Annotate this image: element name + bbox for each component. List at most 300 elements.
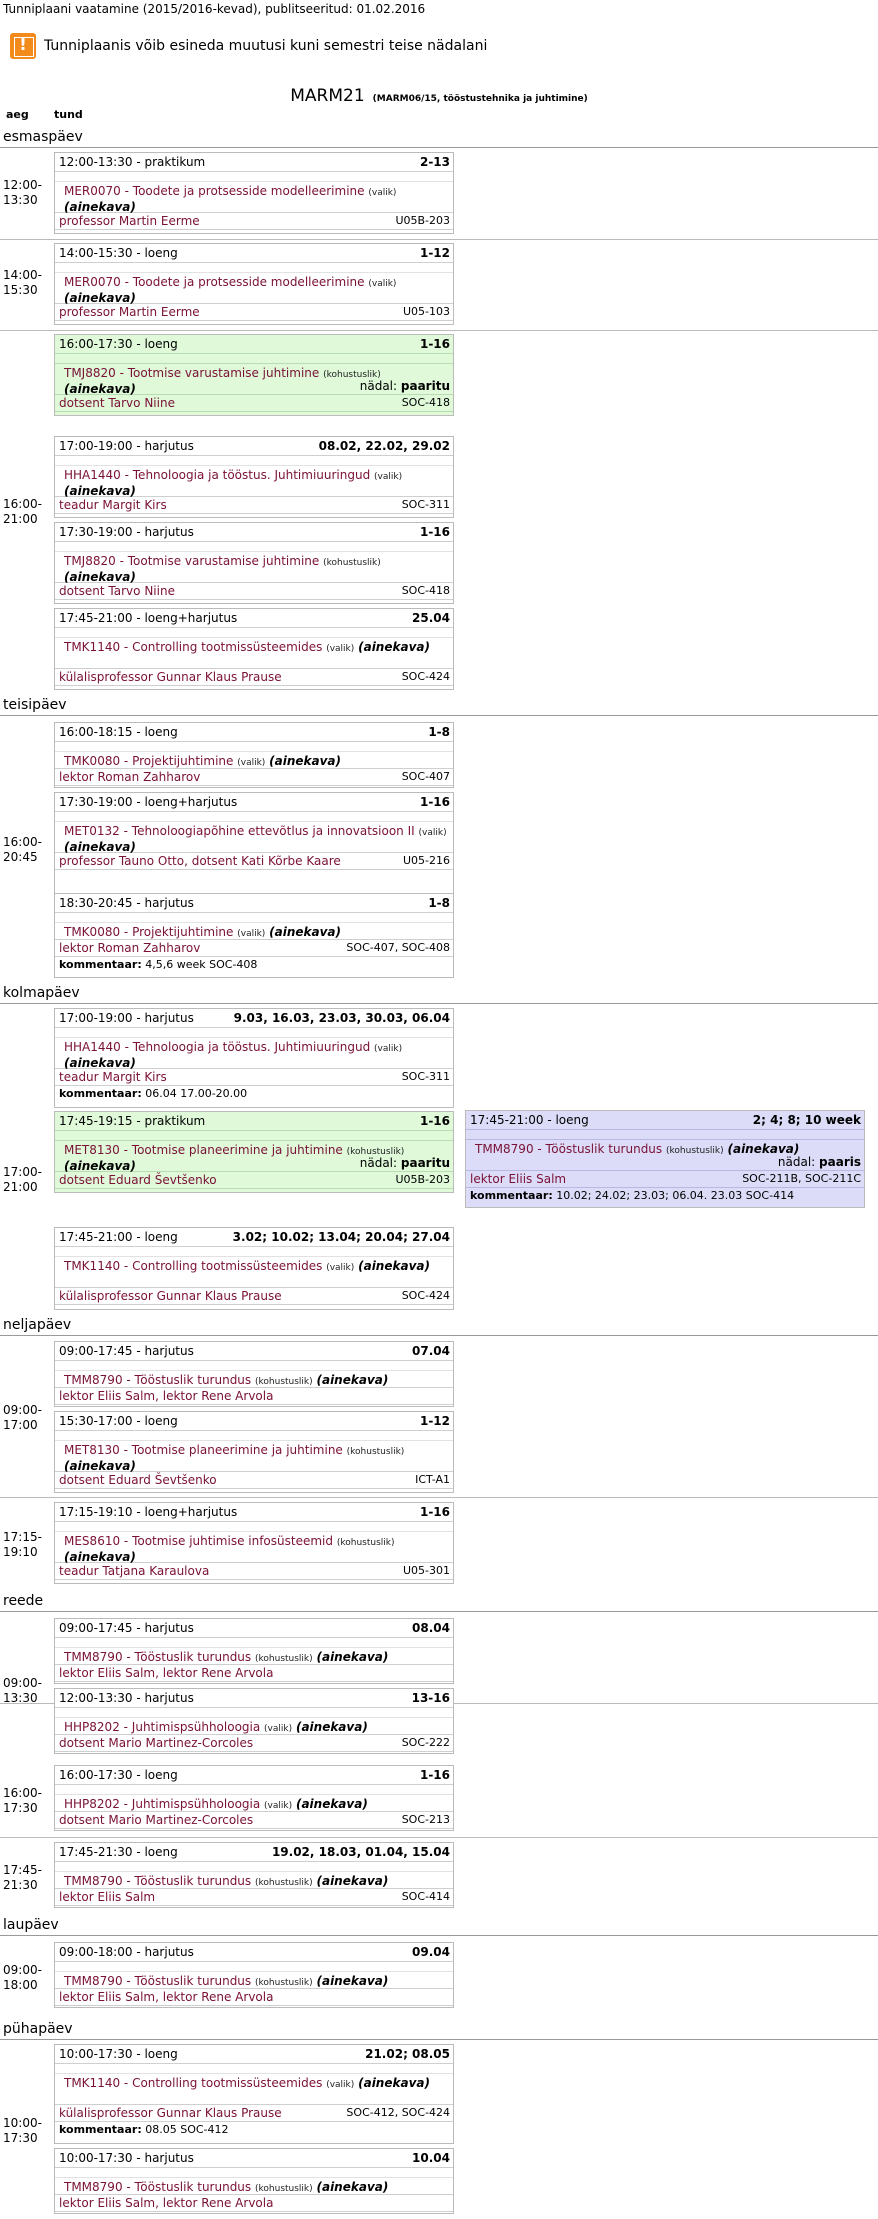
week-parity (778, 1155, 861, 1169)
lesson-type: loeng (144, 2047, 178, 2061)
lesson-teachers[interactable] (55, 1665, 453, 1682)
syllabus-link[interactable]: (ainekava) (316, 1373, 389, 1387)
course-name[interactable]: Tootmise juhtimise infosüsteemid (132, 1534, 333, 1548)
teacher-names[interactable]: teadur Tatjana Karaulova (59, 1564, 210, 1578)
lesson-header: 16:00-17:30 - loeng 1-16 (55, 1766, 453, 1785)
week-parity-label: nädal: (359, 1156, 398, 1170)
syllabus-link[interactable]: (ainekava) (295, 1797, 368, 1811)
lesson-block (54, 2044, 454, 2144)
lesson-weeks: 1-16 (419, 1505, 450, 1519)
lesson-spacer (55, 1028, 453, 1038)
lesson-weeks: 08.02, 22.02, 29.02 (318, 439, 450, 453)
lesson-time: 17:15-19:10 (59, 1505, 133, 1519)
lesson-spacer (55, 1522, 453, 1532)
time-slot-label: 09:00-13:30 (3, 1676, 42, 1705)
lesson-header: 17:45-19:15 - praktikum 1-16 (55, 1112, 453, 1131)
lesson-room: SOC-418 (401, 396, 450, 409)
teacher-names[interactable]: dotsent Mario Martinez-Corcoles (59, 1813, 254, 1827)
syllabus-link[interactable]: (ainekava) (64, 1056, 136, 1070)
lesson-weeks: 1-16 (419, 1768, 450, 1782)
course-name[interactable]: Juhtimispsühholoogia (131, 1720, 261, 1734)
course-code[interactable]: TMK1140 (64, 2076, 121, 2090)
lesson-teachers[interactable] (466, 1171, 864, 1188)
course-name[interactable]: Toodete ja protsesside modelleerimine (132, 184, 365, 198)
course-name[interactable]: Tööstuslik turundus (545, 1142, 663, 1156)
course-code[interactable]: HHA1440 (64, 1040, 121, 1054)
course-name[interactable]: Projektijuhtimine (132, 925, 234, 939)
lesson-time: 16:00-17:30 (59, 337, 133, 351)
week-parity-label: nädal: (359, 379, 398, 393)
course-status: (valik) (326, 2080, 355, 2090)
syllabus-link[interactable]: (ainekava) (64, 382, 136, 396)
lesson-teachers[interactable] (55, 1563, 453, 1580)
comment-label: kommentaar: (59, 958, 142, 971)
lesson-block (54, 608, 454, 690)
lesson-teachers[interactable] (55, 2195, 453, 2212)
lesson-time: 17:45-21:00 (470, 1113, 544, 1127)
course-code[interactable]: TMJ8820 (64, 366, 116, 380)
course-link[interactable]: MES8610 - Tootmise juhtimise infosüsteemid (kohustuslik) (ainekava) (55, 1532, 453, 1563)
lesson-teachers[interactable] (55, 1172, 453, 1189)
course-link[interactable]: HHA1440 - Tehnoloogia ja tööstus. Juhtimiuuringud (valik) (ainekava) (55, 466, 453, 497)
teacher-names[interactable]: dotsent Mario Martinez-Corcoles (59, 1736, 254, 1750)
course-status: (kohustuslik) (255, 1654, 313, 1664)
lesson-header: 17:30-19:00 - loeng+harjutus 1-16 (55, 793, 453, 812)
lesson-header: 17:45-21:00 - loeng 3.02; 10.02; 13.04; 20.04; 27.04 (55, 1228, 453, 1247)
course-code[interactable]: MER0070 (64, 184, 121, 198)
lesson-type: harjutus (144, 896, 194, 910)
teacher-names[interactable]: lektor Eliis Salm, lektor Rene Arvola (59, 1389, 274, 1403)
lesson-spacer (466, 1130, 864, 1140)
lesson-weeks: 09.04 (412, 1945, 450, 1959)
lesson-type: harjutus (144, 1621, 194, 1635)
lesson-room: SOC-407 (401, 770, 450, 783)
lesson-block (54, 522, 454, 604)
course-status: (kohustuslik) (323, 370, 381, 380)
course-status: (kohustuslik) (255, 1878, 313, 1888)
lesson-type: harjutus (144, 1011, 194, 1025)
day-header-friday: reede (0, 1590, 878, 1612)
time-slot-label: 16:00-21:00 (3, 497, 42, 526)
lesson-header: 16:00-17:30 - loeng 1-16 (55, 335, 453, 354)
course-name[interactable]: Controlling tootmissüsteemides (132, 2076, 323, 2090)
comment-label: kommentaar: (59, 2123, 142, 2136)
teacher-names[interactable]: professor Martin Eerme (59, 214, 200, 228)
lesson-room: SOC-424 (401, 1289, 450, 1302)
page-title: Tunniplaani vaatamine (2015/2016-kevad), publitseeritud: 01.02.2016 (3, 2, 426, 16)
course-code[interactable]: TMM8790 (64, 2180, 123, 2194)
course-name[interactable]: Toodete ja protsesside modelleerimine (132, 275, 365, 289)
lesson-spacer (55, 1862, 453, 1872)
course-code[interactable]: HHP8202 (64, 1797, 120, 1811)
lesson-weeks: 08.04 (412, 1621, 450, 1635)
syllabus-link[interactable]: (ainekava) (64, 291, 136, 305)
time-slot-label: 17:45-21:30 (3, 1863, 42, 1892)
lesson-block (54, 722, 454, 788)
lesson-block (54, 1008, 454, 1108)
day-header-saturday: laupäev (0, 1914, 878, 1936)
teacher-names[interactable]: dotsent Eduard Ševtšenko (59, 1473, 217, 1487)
lesson-teachers[interactable] (55, 583, 453, 600)
course-status: (valik) (368, 279, 397, 289)
lesson-type: loeng (144, 1230, 178, 1244)
lesson-teachers[interactable] (55, 1812, 453, 1829)
course-code[interactable]: MES8610 (64, 1534, 121, 1548)
lesson-room: SOC-222 (401, 1736, 450, 1749)
lesson-spacer (55, 1361, 453, 1371)
course-status: (kohustuslik) (255, 1978, 313, 1988)
schedule-notice (10, 32, 487, 60)
lesson-weeks: 2; 4; 8; 10 week (752, 1113, 861, 1127)
lesson-header: 12:00-13:30 - harjutus 13-16 (55, 1689, 453, 1708)
course-code[interactable]: TMK1140 (64, 640, 121, 654)
lesson-block (54, 1341, 454, 1407)
lesson-room: SOC-412, SOC-424 (346, 2106, 450, 2119)
course-status: (valik) (264, 1801, 293, 1811)
course-status: (kohustuslik) (346, 1147, 405, 1157)
course-name[interactable]: Tööstuslik turundus (134, 1650, 252, 1664)
teacher-names[interactable]: lektor Eliis Salm, lektor Rene Arvola (59, 1666, 274, 1680)
lesson-time: 09:00-18:00 (59, 1945, 133, 1959)
lesson-teachers[interactable] (55, 1388, 453, 1405)
lesson-spacer (55, 2168, 453, 2178)
lesson-weeks: 1-16 (419, 1114, 450, 1128)
course-link[interactable]: TMM8790 - Tööstuslik turundus (kohustuslik) (ainekava) (55, 1371, 453, 1388)
syllabus-link[interactable]: (ainekava) (64, 840, 136, 854)
lesson-teachers[interactable] (55, 1288, 453, 1305)
lesson-teachers[interactable] (55, 1472, 453, 1489)
lesson-teachers[interactable] (55, 2105, 453, 2122)
lesson-room: SOC-311 (401, 498, 450, 511)
course-code[interactable]: MET8130 (64, 1443, 120, 1457)
course-name[interactable]: Tehnoloogia ja tööstus. Juhtimiuuringud (132, 468, 371, 482)
course-name[interactable]: Tehnoloogia ja tööstus. Juhtimiuuringud (132, 1040, 371, 1054)
teacher-names[interactable]: dotsent Tarvo Niine (59, 584, 175, 598)
lesson-weeks: 1-12 (419, 246, 450, 260)
group-subtitle: (MARM06/15, tööstustehnika ja juhtimine) (372, 94, 588, 104)
teacher-names[interactable]: teadur Margit Kirs (59, 1070, 167, 1084)
lesson-time: 17:30-19:00 (59, 525, 133, 539)
teacher-names[interactable]: külalisprofessor Gunnar Klaus Prause (59, 2106, 282, 2120)
lesson-header: 12:00-13:30 - praktikum 2-13 (55, 153, 453, 172)
time-slot-label: 17:00-21:00 (3, 1165, 42, 1194)
course-link[interactable]: MER0070 - Toodete ja protsesside modelleerimine (valik) (ainekava) (55, 273, 453, 304)
lesson-header: 09:00-17:45 - harjutus 07.04 (55, 1342, 453, 1361)
course-name[interactable]: Tootmise planeerimine ja juhtimine (131, 1443, 343, 1457)
teacher-names[interactable]: lektor Eliis Salm, lektor Rene Arvola (59, 2196, 274, 2210)
course-name[interactable]: Tööstuslik turundus (134, 1874, 252, 1888)
lesson-room: ICT-A1 (415, 1473, 450, 1486)
teacher-names[interactable]: lektor Roman Zahharov (59, 941, 201, 955)
syllabus-link[interactable]: (ainekava) (316, 1650, 389, 1664)
syllabus-link[interactable]: (ainekava) (727, 1142, 800, 1156)
lesson-weeks: 13-16 (411, 1691, 450, 1705)
course-link[interactable]: TMJ8820 - Tootmise varustamise juhtimine (kohustuslik) (ainekava) nädal: paaritu (55, 364, 453, 395)
lesson-header: 17:15-19:10 - loeng+harjutus 1-16 (55, 1503, 453, 1522)
week-parity (360, 1156, 450, 1170)
course-status: (valik) (418, 828, 447, 838)
lesson-time: 15:30-17:00 (59, 1414, 133, 1428)
lesson-type: harjutus (144, 1945, 194, 1959)
time-slot-label: 14:00-15:30 (3, 268, 42, 297)
course-link[interactable]: HHA1440 - Tehnoloogia ja tööstus. Juhtimiuuringud (valik) (ainekava) (55, 1038, 453, 1069)
lesson-block (54, 792, 454, 896)
lesson-teachers[interactable] (55, 1889, 453, 1906)
lesson-room: SOC-418 (401, 584, 450, 597)
course-code[interactable]: TMM8790 (64, 1874, 123, 1888)
day-header-tuesday: teisipäev (0, 694, 878, 716)
syllabus-link[interactable]: (ainekava) (358, 2076, 430, 2090)
lesson-weeks: 1-16 (419, 337, 450, 351)
lesson-weeks: 9.03, 16.03, 23.03, 30.03, 06.04 (233, 1011, 450, 1025)
syllabus-link[interactable]: (ainekava) (64, 570, 136, 584)
course-status: (kohustuslik) (346, 1447, 405, 1457)
lesson-time: 12:00-13:30 (59, 155, 133, 169)
lesson-header: 17:00-19:00 - harjutus 9.03, 16.03, 23.03, 30.03, 06.04 (55, 1009, 453, 1028)
lesson-weeks: 25.04 (412, 611, 450, 625)
lesson-teachers[interactable] (55, 853, 453, 870)
course-status: (valik) (368, 188, 397, 198)
lesson-time: 17:45-21:30 (59, 1845, 133, 1859)
course-code[interactable]: TMJ8820 (64, 554, 116, 568)
time-slot-label: 09:00-17:00 (3, 1403, 42, 1432)
lesson-teachers[interactable] (55, 395, 453, 412)
course-name[interactable]: Tööstuslik turundus (134, 1373, 252, 1387)
lesson-header: 17:45-21:30 - loeng 19.02, 18.03, 01.04, 15.04 (55, 1843, 453, 1862)
group-heading (0, 86, 878, 106)
lesson-type: praktikum (144, 1114, 206, 1128)
syllabus-link[interactable]: (ainekava) (316, 1874, 389, 1888)
teacher-names[interactable]: külalisprofessor Gunnar Klaus Prause (59, 670, 282, 684)
lesson-time: 17:00-19:00 (59, 1011, 133, 1025)
course-name[interactable]: Controlling tootmissüsteemides (132, 640, 323, 654)
teacher-names[interactable]: külalisprofessor Gunnar Klaus Prause (59, 1289, 282, 1303)
course-link[interactable]: TMM8790 - Tööstuslik turundus (kohustuslik) (ainekava) (55, 1972, 453, 1989)
course-status: (kohustuslik) (666, 1146, 724, 1156)
syllabus-link[interactable]: (ainekava) (64, 1550, 136, 1564)
comment-label: kommentaar: (470, 1189, 553, 1202)
column-lesson-header: tund (54, 108, 83, 121)
comment-text: 4,5,6 week SOC-408 (145, 958, 258, 971)
lesson-time: 10:00-17:30 (59, 2047, 133, 2061)
lesson-spacer (55, 1638, 453, 1648)
lesson-teachers[interactable] (55, 213, 453, 230)
teacher-names[interactable]: lektor Eliis Salm (59, 1890, 156, 1904)
lesson-header: 17:45-21:00 - loeng+harjutus 25.04 (55, 609, 453, 628)
lesson-spacer (55, 1131, 453, 1141)
course-link[interactable]: MET8130 - Tootmise planeerimine ja juhtimine (kohustuslik) (ainekava) nädal: paaritu (55, 1141, 453, 1172)
course-name[interactable]: Tootmise varustamise juhtimine (127, 366, 320, 380)
lesson-block (54, 1942, 454, 2008)
lesson-header: 17:30-19:00 - harjutus 1-16 (55, 523, 453, 542)
day-header-thursday: neljapäev (0, 1314, 878, 1336)
lesson-block (54, 152, 454, 234)
comment-label: kommentaar: (59, 1087, 142, 1100)
lesson-spacer (55, 1785, 453, 1795)
group-name: MARM21 (290, 86, 365, 106)
course-name[interactable]: Tehnoloogiapõhine ettevõtlus ja innovatsioon II (131, 824, 415, 838)
teacher-names[interactable]: lektor Eliis Salm, lektor Rene Arvola (59, 1990, 274, 2004)
lesson-teachers[interactable] (55, 1735, 453, 1752)
teacher-names[interactable]: dotsent Tarvo Niine (59, 396, 175, 410)
course-link[interactable]: TMK0080 - Projektijuhtimine (valik) (ainekava) (55, 752, 453, 769)
lesson-time: 10:00-17:30 (59, 2151, 133, 2165)
lesson-time: 16:00-18:15 (59, 725, 133, 739)
lesson-room: U05B-203 (395, 1173, 450, 1186)
lesson-time: 14:00-15:30 (59, 246, 133, 260)
course-code[interactable]: MER0070 (64, 275, 121, 289)
course-code[interactable]: TMK1140 (64, 1259, 121, 1273)
time-slot-label: 16:00-20:45 (3, 835, 42, 864)
course-link[interactable]: HHP8202 - Juhtimispsühholoogia (valik) (ainekava) (55, 1795, 453, 1812)
lesson-block (465, 1110, 865, 1208)
syllabus-link[interactable]: (ainekava) (316, 2180, 389, 2194)
lesson-spacer (55, 742, 453, 752)
lesson-block (54, 243, 454, 325)
teacher-names[interactable]: dotsent Eduard Ševtšenko (59, 1173, 217, 1187)
lesson-type: praktikum (144, 155, 206, 169)
course-status: (kohustuslik) (336, 1538, 395, 1548)
course-code[interactable]: TMM8790 (64, 1373, 123, 1387)
teacher-names[interactable]: professor Tauno Otto, dotsent Kati Kõrbe Kaare (59, 854, 341, 868)
course-code[interactable]: TMM8790 (64, 1974, 123, 1988)
lesson-header: 10:00-17:30 - loeng 21.02; 08.05 (55, 2045, 453, 2064)
lesson-time: 09:00-17:45 (59, 1344, 133, 1358)
time-slot-label: 12:00-13:30 (3, 178, 42, 207)
syllabus-link[interactable]: (ainekava) (358, 640, 430, 654)
lesson-spacer (55, 812, 453, 822)
lesson-header: 09:00-18:00 - harjutus 09.04 (55, 1943, 453, 1962)
lesson-block (54, 1411, 454, 1493)
lesson-type: harjutus (144, 439, 194, 453)
comment-text: 06.04 17.00-20.00 (145, 1087, 248, 1100)
course-name[interactable]: Projektijuhtimine (132, 754, 234, 768)
teacher-names[interactable]: professor Martin Eerme (59, 305, 200, 319)
course-link[interactable]: MET0132 - Tehnoloogiapõhine ettevõtlus ja innovatsioon II (valik) (ainekava) (55, 822, 453, 853)
course-link[interactable]: TMK1140 - Controlling tootmissüsteemides (valik) (ainekava) (55, 1257, 453, 1288)
lesson-type: loeng (144, 337, 178, 351)
week-parity-value: paaritu (400, 1156, 450, 1170)
syllabus-link[interactable]: (ainekava) (269, 754, 341, 768)
course-link[interactable]: HHP8202 - Juhtimispsühholoogia (valik) (ainekava) (55, 1718, 453, 1735)
course-link[interactable]: TMK0080 - Projektijuhtimine (valik) (ainekava) (55, 923, 453, 940)
lesson-room: U05-301 (402, 1564, 450, 1577)
lesson-weeks: 3.02; 10.02; 13.04; 20.04; 27.04 (232, 1230, 450, 1244)
lesson-room: SOC-407, SOC-408 (346, 941, 450, 954)
lesson-teachers[interactable] (55, 769, 453, 786)
course-link[interactable]: TMJ8820 - Tootmise varustamise juhtimine (kohustuslik) (ainekava) (55, 552, 453, 583)
syllabus-link[interactable]: (ainekava) (269, 925, 341, 939)
course-code[interactable]: MET8130 (64, 1143, 120, 1157)
course-code[interactable]: TMM8790 (64, 1650, 123, 1664)
lesson-room: SOC-311 (401, 1070, 450, 1083)
course-status: (valik) (374, 1044, 403, 1054)
lesson-weeks: 1-16 (419, 795, 450, 809)
course-link[interactable]: MER0070 - Toodete ja protsesside modelleerimine (valik) (ainekava) (55, 182, 453, 213)
lesson-header: 09:00-17:45 - harjutus 08.04 (55, 1619, 453, 1638)
course-link[interactable]: TMM8790 - Tööstuslik turundus (kohustuslik) (ainekava) (55, 2178, 453, 2195)
lesson-spacer (55, 354, 453, 364)
teacher-names[interactable]: lektor Eliis Salm (470, 1172, 567, 1186)
syllabus-link[interactable]: (ainekava) (358, 1259, 430, 1273)
lesson-teachers[interactable] (55, 1989, 453, 2006)
syllabus-link[interactable]: (ainekava) (64, 200, 136, 214)
course-name[interactable]: Tootmise varustamise juhtimine (127, 554, 320, 568)
lesson-room: U05-216 (402, 854, 450, 867)
course-link[interactable]: TMK1140 - Controlling tootmissüsteemides (valik) (ainekava) (55, 2074, 453, 2105)
lesson-block (54, 1765, 454, 1831)
lesson-teachers[interactable] (55, 1069, 453, 1086)
course-link[interactable]: MET8130 - Tootmise planeerimine ja juhtimine (kohustuslik) (ainekava) (55, 1441, 453, 1472)
course-name[interactable]: Controlling tootmissüsteemides (132, 1259, 323, 1273)
course-code[interactable]: TMK0080 (64, 754, 121, 768)
lesson-header: 17:00-19:00 - harjutus 08.02, 22.02, 29.02 (55, 437, 453, 456)
week-parity-label: nädal: (777, 1155, 816, 1169)
lesson-spacer (55, 2064, 453, 2074)
syllabus-link[interactable]: (ainekava) (64, 1459, 136, 1473)
lesson-comment (466, 1188, 864, 1205)
course-name[interactable]: Juhtimispsühholoogia (131, 1797, 261, 1811)
lesson-weeks: 07.04 (412, 1344, 450, 1358)
syllabus-link[interactable]: (ainekava) (64, 1159, 136, 1173)
lesson-block (54, 893, 454, 978)
course-code[interactable]: TMK0080 (64, 925, 121, 939)
teacher-names[interactable]: teadur Margit Kirs (59, 498, 167, 512)
lesson-block (54, 2148, 454, 2214)
course-name[interactable]: Tööstuslik turundus (134, 2180, 252, 2194)
lesson-header: 10:00-17:30 - harjutus 10.04 (55, 2149, 453, 2168)
lesson-time: 16:00-17:30 (59, 1768, 133, 1782)
course-link[interactable]: TMM8790 - Tööstuslik turundus (kohustuslik) (ainekava) (55, 1872, 453, 1889)
course-link[interactable]: TMK1140 - Controlling tootmissüsteemides (valik) (ainekava) (55, 638, 453, 669)
course-code[interactable]: HHA1440 (64, 468, 121, 482)
lesson-type: loeng+harjutus (144, 795, 238, 809)
course-link[interactable]: TMM8790 - Tööstuslik turundus (kohustuslik) (ainekava) (55, 1648, 453, 1665)
lesson-block (54, 436, 454, 518)
course-code[interactable]: TMM8790 (475, 1142, 534, 1156)
lesson-room: U05-103 (402, 305, 450, 318)
course-name[interactable]: Tööstuslik turundus (134, 1974, 252, 1988)
course-name[interactable]: Tootmise planeerimine ja juhtimine (131, 1143, 343, 1157)
lesson-block (54, 1227, 454, 1310)
lesson-type: loeng+harjutus (144, 611, 238, 625)
lesson-block (54, 1842, 454, 1908)
course-code[interactable]: HHP8202 (64, 1720, 120, 1734)
lesson-time: 09:00-17:45 (59, 1621, 133, 1635)
syllabus-link[interactable]: (ainekava) (295, 1720, 368, 1734)
course-status: (kohustuslik) (255, 1377, 313, 1387)
lesson-type: loeng (144, 725, 178, 739)
lesson-teachers[interactable] (55, 669, 453, 686)
course-status: (valik) (326, 1263, 355, 1273)
course-link[interactable]: TMM8790 - Tööstuslik turundus (kohustuslik) (ainekava) nädal: paaris (466, 1140, 864, 1171)
lesson-header: 16:00-18:15 - loeng 1-8 (55, 723, 453, 742)
syllabus-link[interactable]: (ainekava) (64, 484, 136, 498)
course-status: (kohustuslik) (255, 2184, 313, 2194)
course-code[interactable]: MET0132 (64, 824, 120, 838)
lesson-teachers[interactable] (55, 940, 453, 957)
course-status: (valik) (237, 758, 266, 768)
lesson-type: harjutus (144, 525, 194, 539)
lesson-teachers[interactable] (55, 497, 453, 514)
syllabus-link[interactable]: (ainekava) (316, 1974, 389, 1988)
lesson-teachers[interactable] (55, 304, 453, 321)
day-header-monday: esmaspäev (0, 126, 878, 148)
lesson-header: 17:45-21:00 - loeng 2; 4; 8; 10 week (466, 1111, 864, 1130)
lesson-time: 12:00-13:30 (59, 1691, 133, 1705)
teacher-names[interactable]: lektor Roman Zahharov (59, 770, 201, 784)
lesson-weeks: 2-13 (419, 155, 450, 169)
